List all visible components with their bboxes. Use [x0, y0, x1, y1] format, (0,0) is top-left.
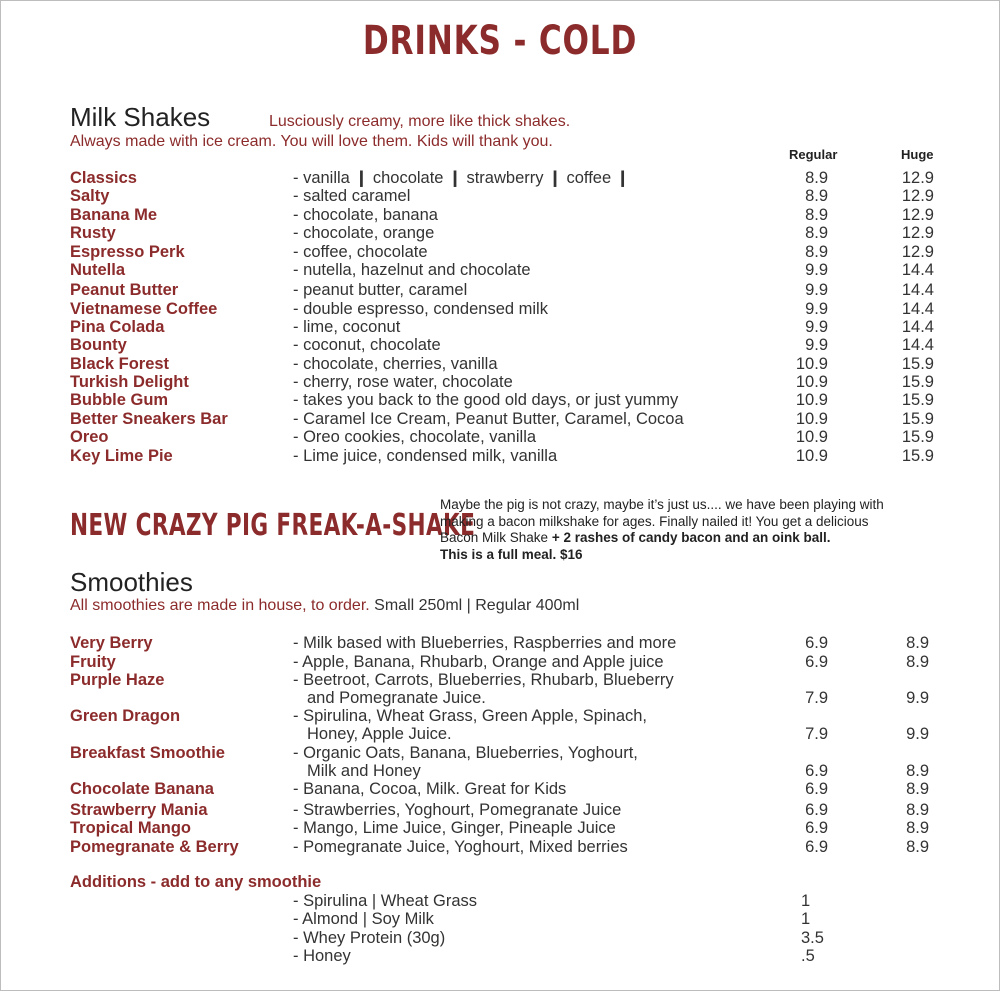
- item-name: Nutella: [70, 261, 126, 279]
- item-description: - double espresso, condensed milk: [293, 300, 548, 318]
- price-small: 7.9: [805, 725, 828, 743]
- item-description: - Caramel Ice Cream, Peanut Butter, Caramel, Cocoa: [293, 410, 684, 428]
- smoothies-note: [70, 597, 579, 615]
- smoothies-heading: Smoothies: [70, 567, 193, 597]
- column-header-regular: Regular: [789, 147, 838, 162]
- price-regular: 10.9: [795, 373, 828, 391]
- item-description: - coconut, chocolate: [293, 336, 441, 354]
- price-regular: 10.9: [795, 428, 828, 446]
- smoothie-row: [0, 634, 1000, 652]
- item-description-cont: Milk and Honey: [307, 762, 421, 780]
- item-description: - Strawberries, Yoghourt, Pomegranate Juice: [293, 801, 622, 819]
- price-regular: 10.9: [795, 410, 828, 428]
- freak-desc-line-3-bold: + 2 rashes of candy bacon and an oink ball.: [548, 530, 831, 545]
- milkshake-row: [0, 410, 1000, 428]
- price-huge: 12.9: [901, 243, 934, 261]
- item-description: - salted caramel: [293, 187, 411, 205]
- price-regular: 8.9: [906, 762, 929, 780]
- price-regular: 9.9: [805, 261, 828, 279]
- price-small: 6.9: [805, 634, 828, 652]
- price-huge: 15.9: [901, 410, 934, 428]
- freak-a-shake-heading: NEW CRAZY PIG FREAK-A-SHAKE: [70, 508, 476, 543]
- addition-price: 1: [801, 892, 811, 910]
- item-description: - Mango, Lime Juice, Ginger, Pineaple Juice: [293, 819, 616, 837]
- item-description-cont: and Pomegranate Juice.: [307, 689, 486, 707]
- price-regular: 8.9: [805, 187, 828, 205]
- addition-description: - Spirulina | Wheat Grass: [293, 892, 478, 910]
- freak-desc-line-4: This is a full meal. $16: [440, 546, 583, 562]
- price-regular: 9.9: [906, 689, 929, 707]
- price-regular: 8.9: [805, 206, 828, 224]
- item-name: Bubble Gum: [70, 391, 169, 409]
- item-name: Turkish Delight: [70, 373, 189, 391]
- addition-row: [0, 892, 1000, 910]
- price-huge: 14.4: [901, 318, 934, 336]
- price-huge: 15.9: [901, 355, 934, 373]
- item-description: - chocolate, cherries, vanilla: [293, 355, 498, 373]
- milkshake-row: [0, 169, 1000, 187]
- item-description: - vanilla ❙ chocolate ❙ strawberry ❙ coffee ❙: [293, 169, 630, 187]
- milkshake-row: [0, 187, 1000, 205]
- price-small: 6.9: [805, 653, 828, 671]
- smoothies-sizes: Small 250ml | Regular 400ml: [369, 597, 580, 614]
- item-description: - nutella, hazelnut and chocolate: [293, 261, 531, 279]
- item-description: - chocolate, banana: [293, 206, 438, 224]
- item-name: Vietnamese Coffee: [70, 300, 218, 318]
- smoothie-row: [0, 653, 1000, 671]
- milkshake-row: [0, 391, 1000, 409]
- item-name: Tropical Mango: [70, 819, 192, 837]
- milkshake-row: [0, 281, 1000, 299]
- item-description: - Oreo cookies, chocolate, vanilla: [293, 428, 537, 446]
- price-regular: 8.9: [805, 224, 828, 242]
- price-huge: 12.9: [901, 206, 934, 224]
- item-name: Banana Me: [70, 206, 158, 224]
- addition-description: - Whey Protein (30g): [293, 929, 446, 947]
- item-description: - Lime juice, condensed milk, vanilla: [293, 447, 558, 465]
- freak-desc-line-3: Bacon Milk Shake: [440, 530, 549, 545]
- item-name: Better Sneakers Bar: [70, 410, 228, 428]
- item-name: Rusty: [70, 224, 116, 242]
- price-huge: 12.9: [901, 224, 934, 242]
- price-huge: 14.4: [901, 261, 934, 279]
- item-description: - Banana, Cocoa, Milk. Great for Kids: [293, 780, 567, 798]
- price-huge: 15.9: [901, 428, 934, 446]
- price-small: 6.9: [805, 801, 828, 819]
- price-regular: 9.9: [906, 725, 929, 743]
- price-huge: 15.9: [901, 447, 934, 465]
- item-name: Fruity: [70, 653, 116, 671]
- item-description: - peanut butter, caramel: [293, 281, 468, 299]
- item-description: - coffee, chocolate: [293, 243, 428, 261]
- price-regular: 9.9: [805, 336, 828, 354]
- milkshakes-tagline-1: Lusciously creamy, more like thick shakes.: [269, 113, 571, 130]
- item-name: Peanut Butter: [70, 281, 179, 299]
- price-regular: 9.9: [805, 281, 828, 299]
- milkshake-row: [0, 428, 1000, 446]
- price-regular: 10.9: [795, 391, 828, 409]
- milkshake-row: [0, 318, 1000, 336]
- milkshakes-tagline-2: Always made with ice cream. You will love them. Kids will thank you.: [70, 133, 553, 150]
- milkshake-row: [0, 261, 1000, 279]
- price-regular: 8.9: [906, 819, 929, 837]
- item-description: - chocolate, orange: [293, 224, 435, 242]
- item-name: Strawberry Mania: [70, 801, 208, 819]
- item-description-cont: Honey, Apple Juice.: [307, 725, 452, 743]
- price-huge: 14.4: [901, 336, 934, 354]
- price-regular: 8.9: [805, 169, 828, 187]
- milkshake-row: [0, 300, 1000, 318]
- item-description: - Milk based with Blueberries, Raspberries and more: [293, 634, 677, 652]
- item-description: - takes you back to the good old days, or just yummy: [293, 391, 679, 409]
- milkshake-row: [0, 243, 1000, 261]
- item-description: - Organic Oats, Banana, Blueberries, Yoghourt,: [293, 744, 638, 762]
- addition-description: - Almond | Soy Milk: [293, 910, 434, 928]
- item-name: Espresso Perk: [70, 243, 185, 261]
- price-regular: 8.9: [906, 653, 929, 671]
- price-huge: 14.4: [901, 281, 934, 299]
- price-regular: 9.9: [805, 300, 828, 318]
- price-small: 6.9: [805, 780, 828, 798]
- smoothie-row: [0, 780, 1000, 798]
- milkshake-row: [0, 224, 1000, 242]
- column-header-huge: Huge: [901, 147, 934, 162]
- price-small: 6.9: [805, 838, 828, 856]
- smoothie-row: [0, 801, 1000, 819]
- price-regular: 9.9: [805, 318, 828, 336]
- freak-desc-line-1: Maybe the pig is not crazy, maybe it’s just us.... we have been playing with: [440, 497, 884, 512]
- smoothies-note-text: All smoothies are made in house, to order.: [70, 597, 370, 614]
- page-title: DRINKS - COLD: [362, 18, 638, 64]
- item-description: - Beetroot, Carrots, Blueberries, Rhubarb, Blueberry: [293, 671, 674, 689]
- price-regular: 10.9: [795, 355, 828, 373]
- price-huge: 12.9: [901, 187, 934, 205]
- addition-price: 1: [801, 910, 811, 928]
- additions-heading: Additions - add to any smoothie: [70, 873, 322, 891]
- item-name: Breakfast Smoothie: [70, 744, 225, 762]
- item-name: Salty: [70, 187, 110, 205]
- item-name: Pina Colada: [70, 318, 165, 336]
- milkshake-row: [0, 373, 1000, 391]
- price-huge: 15.9: [901, 373, 934, 391]
- addition-row: [0, 947, 1000, 965]
- price-regular: 8.9: [805, 243, 828, 261]
- price-huge: 15.9: [901, 391, 934, 409]
- item-name: Key Lime Pie: [70, 447, 173, 465]
- smoothie-row: [0, 744, 1000, 780]
- addition-description: - Honey: [293, 947, 351, 965]
- item-name: Chocolate Banana: [70, 780, 214, 798]
- addition-row: [0, 910, 1000, 928]
- smoothie-row: [0, 671, 1000, 707]
- price-small: 6.9: [805, 819, 828, 837]
- price-small: 7.9: [805, 689, 828, 707]
- smoothie-row: [0, 819, 1000, 837]
- item-name: Green Dragon: [70, 707, 181, 725]
- item-description: - Pomegranate Juice, Yoghourt, Mixed berries: [293, 838, 628, 856]
- addition-row: [0, 929, 1000, 947]
- price-regular: 10.9: [795, 447, 828, 465]
- item-description: - cherry, rose water, chocolate: [293, 373, 513, 391]
- milkshake-row: [0, 447, 1000, 465]
- price-regular: 8.9: [906, 780, 929, 798]
- price-huge: 12.9: [901, 169, 934, 187]
- milkshakes-heading: Milk Shakes: [70, 102, 211, 132]
- addition-price: 3.5: [801, 929, 824, 947]
- milkshake-row: [0, 206, 1000, 224]
- freak-a-shake-description: [440, 497, 960, 563]
- item-name: Very Berry: [70, 634, 153, 652]
- smoothie-row: [0, 838, 1000, 856]
- item-name: Oreo: [70, 428, 109, 446]
- price-regular: 8.9: [906, 838, 929, 856]
- price-regular: 8.9: [906, 801, 929, 819]
- milkshake-row: [0, 355, 1000, 373]
- addition-price: .5: [801, 947, 815, 965]
- item-name: Classics: [70, 169, 137, 187]
- item-name: Bounty: [70, 336, 127, 354]
- item-description: - Spirulina, Wheat Grass, Green Apple, Spinach,: [293, 707, 648, 725]
- smoothie-row: [0, 707, 1000, 743]
- item-description: - lime, coconut: [293, 318, 401, 336]
- price-huge: 14.4: [901, 300, 934, 318]
- item-name: Pomegranate & Berry: [70, 838, 239, 856]
- item-description: - Apple, Banana, Rhubarb, Orange and Apple juice: [293, 653, 664, 671]
- freak-desc-line-2: making a bacon milkshake for ages. Finally nailed it! You get a delicious: [440, 513, 869, 529]
- price-regular: 8.9: [906, 634, 929, 652]
- milkshake-row: [0, 336, 1000, 354]
- item-name: Purple Haze: [70, 671, 165, 689]
- price-small: 6.9: [805, 762, 828, 780]
- item-name: Black Forest: [70, 355, 170, 373]
